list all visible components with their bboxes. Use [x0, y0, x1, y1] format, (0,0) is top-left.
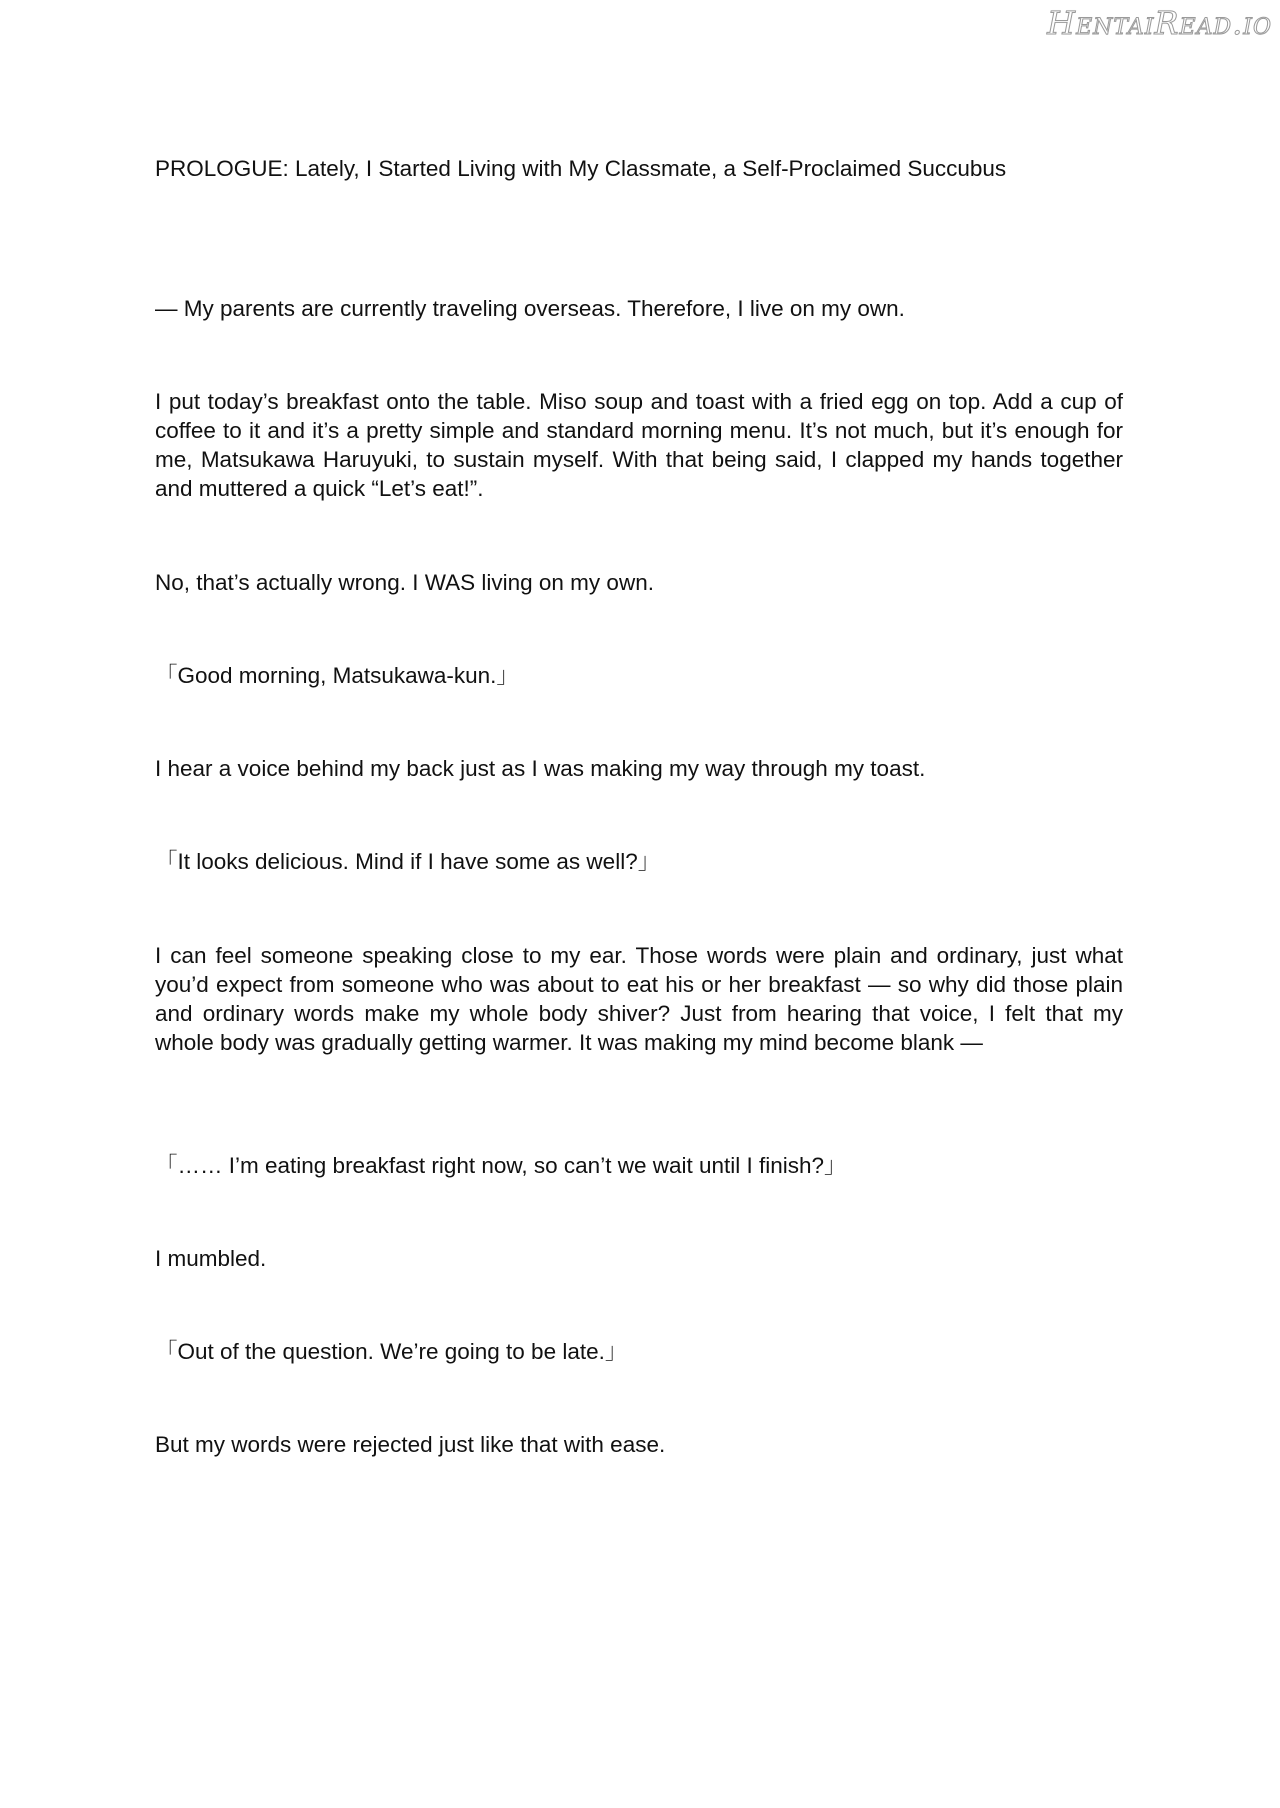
chapter-title: PROLOGUE: Lately, I Started Living with My Classmate, a Self-Proclaimed Succubus [155, 156, 1007, 181]
paragraph: — My parents are currently traveling overseas. Therefore, I live on my own. [155, 296, 905, 321]
dialogue-line: 「Out of the question. We’re going to be late.」 [155, 1339, 628, 1364]
paragraph: I mumbled. [155, 1246, 267, 1271]
paragraph: But my words were rejected just like that with ease. [155, 1432, 666, 1457]
paragraph: No, that’s actually wrong. I WAS living on my own. [155, 570, 654, 595]
paragraph: I hear a voice behind my back just as I was making my way through my toast. [155, 756, 926, 781]
paragraph: I can feel someone speaking close to my ear. Those words were plain and ordinary, just what you’d expect from someone who was about to eat his or her breakfast — so why did those plain and ordinary words make my whole body shiver? Just from hearing that voice, I felt that my whole body was gradually getting warmer. It was making my mind become blank — [155, 943, 1123, 1055]
dialogue-line: 「It looks delicious. Mind if I have some as well?」 [155, 849, 661, 874]
paragraph: I put today’s breakfast onto the table. Miso soup and toast with a fried egg on top. Add a cup of coffee to it and it’s a pretty simple and standard morning menu. It’s not much, but it’s enough for me, Matsukawa Haruyuki, to sustain myself. With that being said, I clapped my hands together and muttered a quick “Let’s eat!”. [155, 389, 1123, 501]
dialogue-line: 「Good morning, Matsukawa-kun.」 [155, 663, 519, 688]
dialogue-line: 「…… I’m eating breakfast right now, so can’t we wait until I finish?」 [155, 1153, 847, 1178]
site-watermark: HentaiRead.io [1047, 4, 1272, 42]
